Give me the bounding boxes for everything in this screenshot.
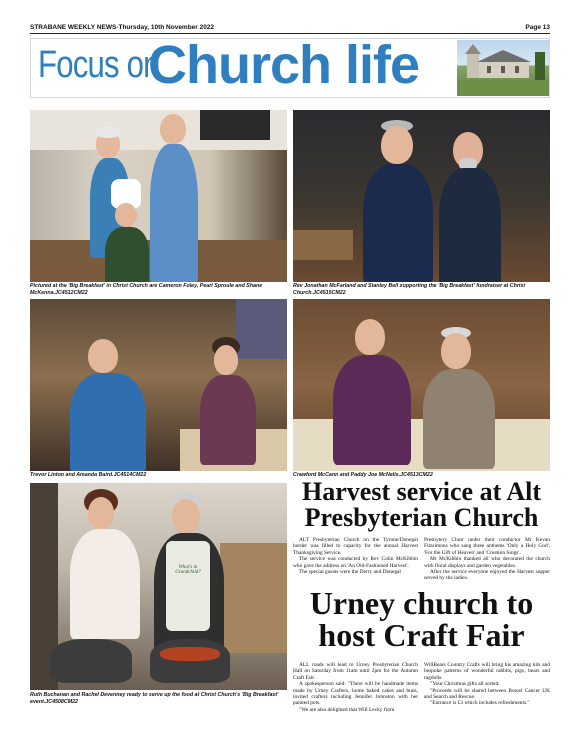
apron-text: What's in Grandchild? [175,565,201,575]
paragraph: After the service everyone enjoyed the Harvest supper served by the ladies. [424,569,550,582]
harvest-column-2 [424,537,550,582]
publication-line: STRABANE WEEKLY NEWS-Thursday, 10th November 2022 [30,24,215,31]
paragraph: ALT Presbyterian Church on the Tyrone/Donegal border was filled to capacity for the annual Harvest Thanksgiving Service. [293,537,418,556]
paragraph: Mr McKibbin thanked all who decorated the church with floral displays and garden vegetables. [424,556,550,569]
paragraph: The special guests were the Derry and Donegal [299,569,401,576]
banner-focus-text: Focus on [38,44,160,86]
paragraph: The service was conducted by Rev Colin McKibbin who gave the address on 'An Old-Fashioned Harvest'. [293,556,418,569]
harvest-column-1 [293,537,418,575]
harvest-headline: Harvest service at Alt Presbyterian Church [302,477,541,532]
paragraph: "Proceeds will be shared between Bowel Cancer UK and Search and Rescue. [424,687,550,701]
paragraph: ALL roads will lead to Urney Presbyterian Church Hall on Saturday from 11am until 2pm for the Autumn Craft Fair. [293,662,418,681]
paragraph: WillBears Country Crafts will bring his amazing kits and bespoke patterns of wonderful rabbits, pigs, bears and ragdolls. [424,662,550,681]
photo-caption: Rev Jonathan McFarland and Stanley Bell supporting the 'Big Breakfast' fundraiser at Christ Church.JC4515CM22 [293,283,526,296]
paragraph: "We are also delighted that Will Lecky from [299,706,395,713]
paragraph: Presbytery Choir under their conductor Mr Kevan Fitzsimons who sang three anthems 'Only a Holy God', 'For the Gift of Heaven' and 'Creation Sings'. [424,537,550,556]
paragraph: "Entrance is £3 which includes refreshments." [430,700,530,707]
craft-column-2 [424,662,550,707]
photo-caption: Pictured at the 'Big Breakfast' in Christ Church are Cameron Foley, Pearl Sproule and Shane McKenna.JC4512CM22 [30,283,263,296]
photo-caption: Ruth Buchanan and Rachel Devenney ready to serve up the food at Christ Church's 'Big Breakfast' event.JC4508CM22 [30,692,279,705]
banner-title: Church life [148,35,420,95]
page-header [30,24,550,31]
craft-column-1 [293,662,418,713]
photo-rev-mcfarland [293,110,550,282]
photo-mccann-mcnelis [293,299,550,471]
photo-buchanan-devenney [30,483,287,690]
page-number: Page 13 [525,24,550,31]
church-thumbnail [457,40,549,96]
photo-linton-baird [30,299,287,471]
paragraph: "Your Christmas gifts all sorted. [430,681,500,688]
photo-big-breakfast-trio [30,110,287,282]
photo-caption: Crawford McCann and Paddy Joe McNelis.JC4513CM22 [293,472,433,478]
photo-caption: Trevor Linton and Amanda Baird.JC4514CM22 [30,472,147,478]
paragraph: A spokesperson said: "There will be handmade items made by Urney Crafters, home baked cakes and buns, invited crafters including Jennifer Johnston with her painted pots. [293,681,418,707]
craft-headline: Urney church to host Craft Fair [309,585,534,653]
